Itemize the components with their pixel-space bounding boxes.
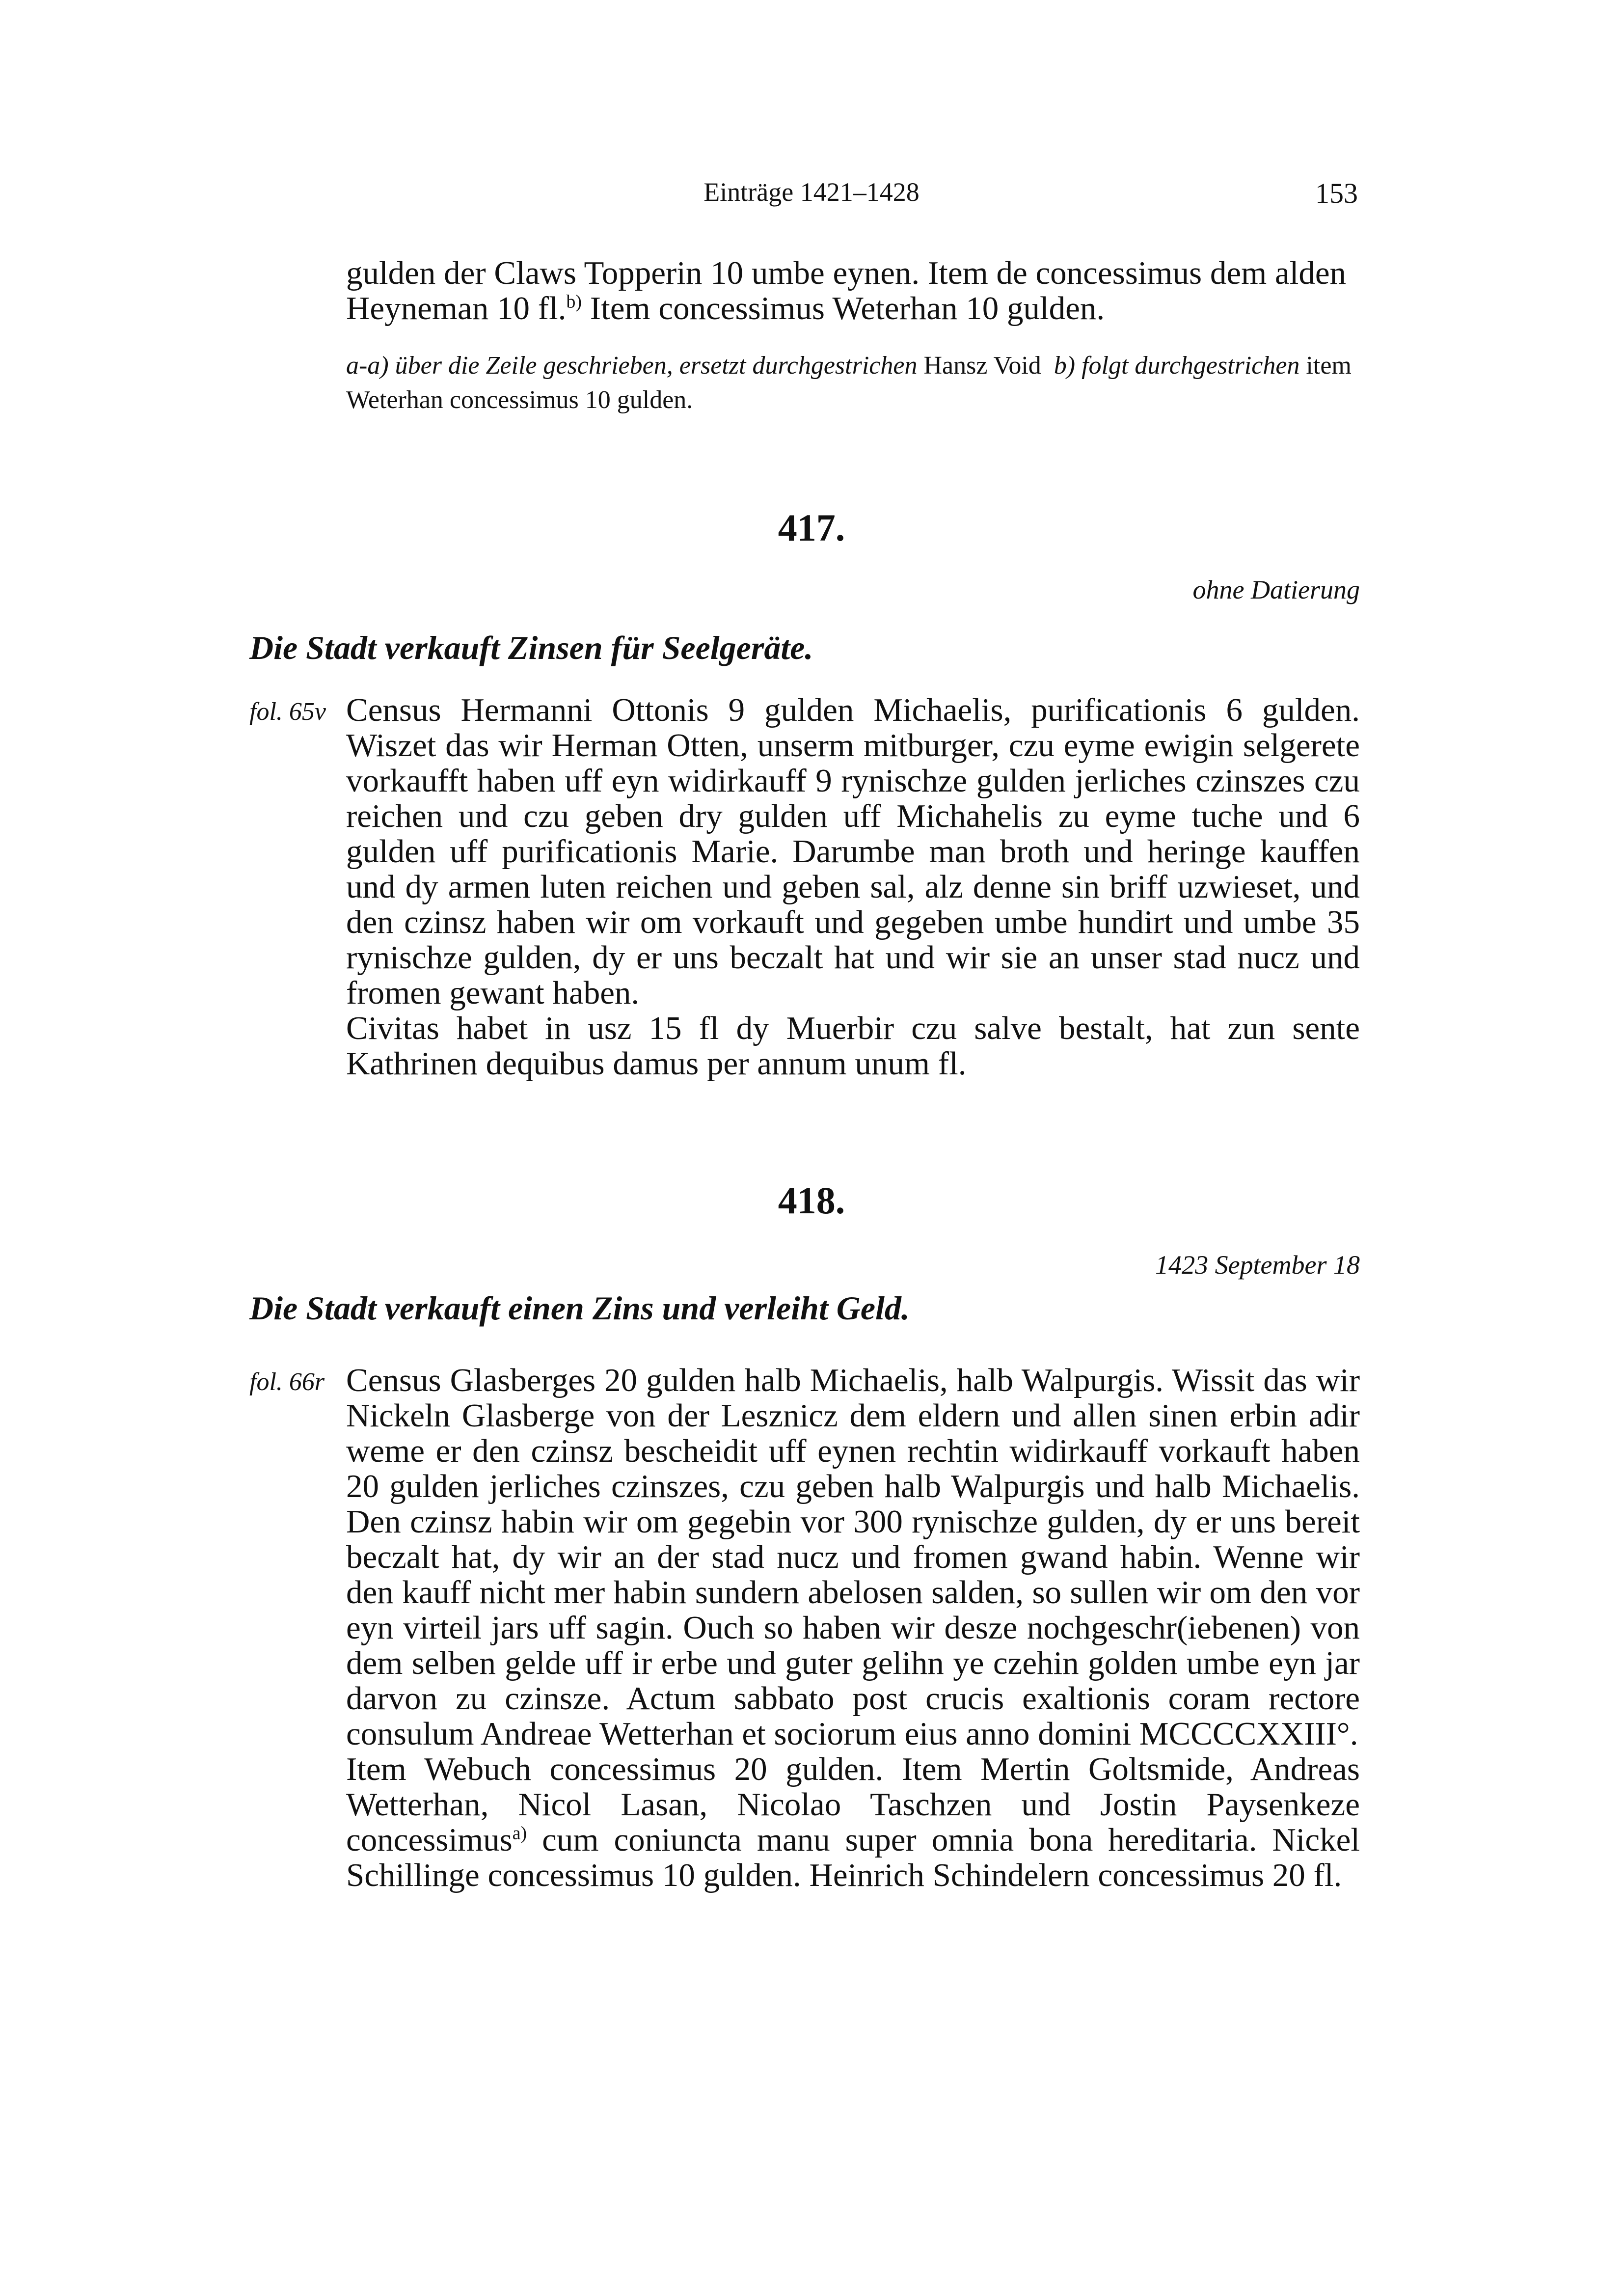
carryover-text [346, 255, 1360, 326]
entry-418-paragraph-2-pre: Item Webuch concessimus 20 gulden. Item Mertin Goltsmide, Andreas Wetterhan, Nicol Lasan, Nicolao Taschzen und Jostin Paysenkeze concessimus [346, 1751, 1360, 1858]
entry-418-paragraph-2 [346, 1751, 1360, 1893]
critical-apparatus [346, 349, 1360, 417]
carryover-line-2-post: Item concessimus Weterhan 10 gulden. [582, 290, 1105, 327]
entry-417-paragraph-2: Civitas habet in usz 15 fl dy Muerbir czu salve bestalt, hat zun sente Kathrinen dequibus damus per annum unum fl. [346, 1010, 1360, 1082]
entry-title-418: Die Stadt verkauft einen Zins und verleiht Geld. [249, 1289, 910, 1327]
entry-number-418: 418. [778, 1179, 845, 1222]
carryover-line-2 [346, 291, 1360, 326]
running-title: Einträge 1421–1428 [703, 177, 920, 207]
page-number: 153 [1315, 177, 1358, 209]
footnote-marker-b: b) [566, 291, 582, 312]
entry-title-417: Die Stadt verkauft Zinsen für Seelgeräte. [249, 629, 813, 666]
footnote-marker-a: a) [512, 1823, 527, 1844]
entry-418-paragraph-2-post: cum coniuncta manu super omnia bona hereditaria. Nickel Schillinge concessimus 10 gulden. Heinrich Schindelern concessimus 20 fl. [346, 1822, 1360, 1893]
entry-text-418 [346, 1363, 1360, 1893]
note-b-label: b) folgt durchgestrichen [1054, 352, 1300, 380]
entry-date-418: 1423 September 18 [1155, 1250, 1360, 1280]
carryover-line-2-pre: Heyneman 10 fl. [346, 290, 567, 327]
note-a-text: Hansz Void [923, 352, 1041, 380]
entry-417-paragraph-1: Census Hermanni Ottonis 9 gulden Michaelis, purificationis 6 gulden. Wiszet das wir Herman Otten, unserm mitburger, czu eyme ewigin selgerete vorkaufft haben uff eyn widirkauff 9 rynischze gulden jerliches czinszes czu reichen und czu geben dry gulden uff Michahelis zu eyme tuche und 6 gulden uff purificationis Marie. Darumbe man broth und heringe kauffen und dy armen luten reichen und geben sal, alz denne sin briff uzwieset, und den czinsz haben wir om vorkauft und gegeben umbe hundirt und umbe 35 rynischze gulden, dy er uns beczalt hat und wir sie an unser stad nucz und fromen gewant haben. [346, 692, 1360, 1011]
entry-418-paragraph-1: Census Glasberges 20 gulden halb Michaelis, halb Walpurgis. Wissit das wir Nickeln Glasberge von der Lesznicz dem eldern und allen sinen erbin adir weme er den czinsz bescheidit uff eynen rechtin widirkauff vorkauft haben 20 gulden jerliches czinszes, czu geben halb Walpurgis und halb Michaelis. Den czinsz habin wir om gegebin vor 300 rynischze gulden, dy er uns bereit beczalt hat, dy wir an der stad nucz und fromen gwand habin. Wenne wir den kauff nicht mer habin sundern abelosen salden, so sullen wir om den vor eyn virteil jars uff sagin. Ouch so haben wir desze nochgeschr(iebenen) von dem selben gelde uff ir erbe und guter gelihn ye czehin golden umbe eyn jar darvon zu czinsze. Actum sabbato post crucis exaltionis coram rectore consulum Andreae Wetterhan et sociorum eius anno domini MCCCCXXIII°. [346, 1362, 1360, 1752]
entry-number-417: 417. [778, 506, 845, 549]
entry-date-417: ohne Datierung [1192, 575, 1360, 604]
note-a-label: a-a) über die Zeile geschrieben, ersetzt durchgestrichen [346, 352, 918, 380]
carryover-line-1: gulden der Claws Topperin 10 umbe eynen. Item de concessimus dem alden [346, 255, 1347, 291]
folio-ref-418: fol. 66r [249, 1368, 325, 1396]
folio-ref-417: fol. 65v [249, 698, 326, 726]
running-head [0, 177, 1623, 216]
note-b-text: item Weterhan concessimus 10 gulden. [346, 352, 1352, 414]
entry-text-417 [346, 692, 1360, 1081]
